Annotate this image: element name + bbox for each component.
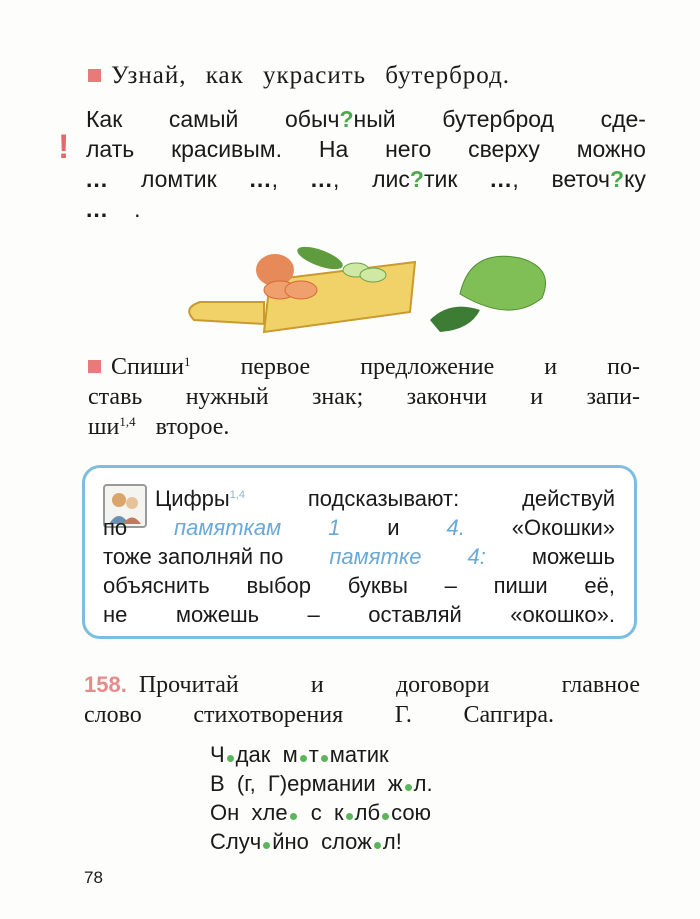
rule-line: лать красивым. На него сверху можно — [86, 136, 646, 162]
rule-line: Как самый обыч?ный бутерброд сде- — [86, 106, 646, 132]
poem-line: В (г, Г)ермании ж л. — [210, 771, 433, 796]
page-number: 78 — [84, 868, 103, 887]
poem — [210, 740, 433, 856]
lettuce-leaf-icon — [460, 256, 546, 310]
poem-line: Он хле с к лб сою — [210, 800, 432, 825]
task-heading: Узнай, как украсить бутерброд. — [88, 62, 510, 90]
exercise-number: 158. — [84, 672, 127, 697]
board-handle-icon — [189, 302, 264, 324]
memo-link: памяткам — [174, 515, 282, 540]
cucumber-icon — [295, 242, 346, 273]
memo-link: памятке — [329, 544, 422, 569]
exclamation-mark-icon: ! — [58, 128, 70, 166]
missing-letter: ? — [339, 106, 354, 132]
rule-line: ... . — [86, 196, 141, 222]
sandwich-illustration — [160, 240, 560, 340]
bullet-square-icon — [88, 360, 101, 373]
poem-line: Ч дак м т матик — [210, 742, 389, 767]
bullet-square-icon — [88, 69, 101, 82]
poem-line: Случ йно слож л! — [210, 829, 402, 854]
exercise-heading: 158. Прочитай и договори главное слово стихотворения Г. Сапгира. — [84, 672, 640, 728]
rule-paragraph — [86, 104, 646, 224]
parsley-icon — [430, 307, 480, 332]
hint-box: Цифры$^{1,4}$ подсказывают: действуй по памяткам 1 и 4. «Окошки» тоже заполняй по памятке 4: можешь объяснить выбор буквы – пиши её, не можешь – оставляй «окошко». — [82, 465, 637, 639]
rule-line: ... ломтик ..., ..., лис?тик ..., веточ?ку — [86, 166, 646, 192]
task-copy-instruction: Спиши$^1$ первое предложение и по- ставь нужный знак; закончи и запи- ши$^{1,4}$ второе. — [88, 354, 640, 440]
